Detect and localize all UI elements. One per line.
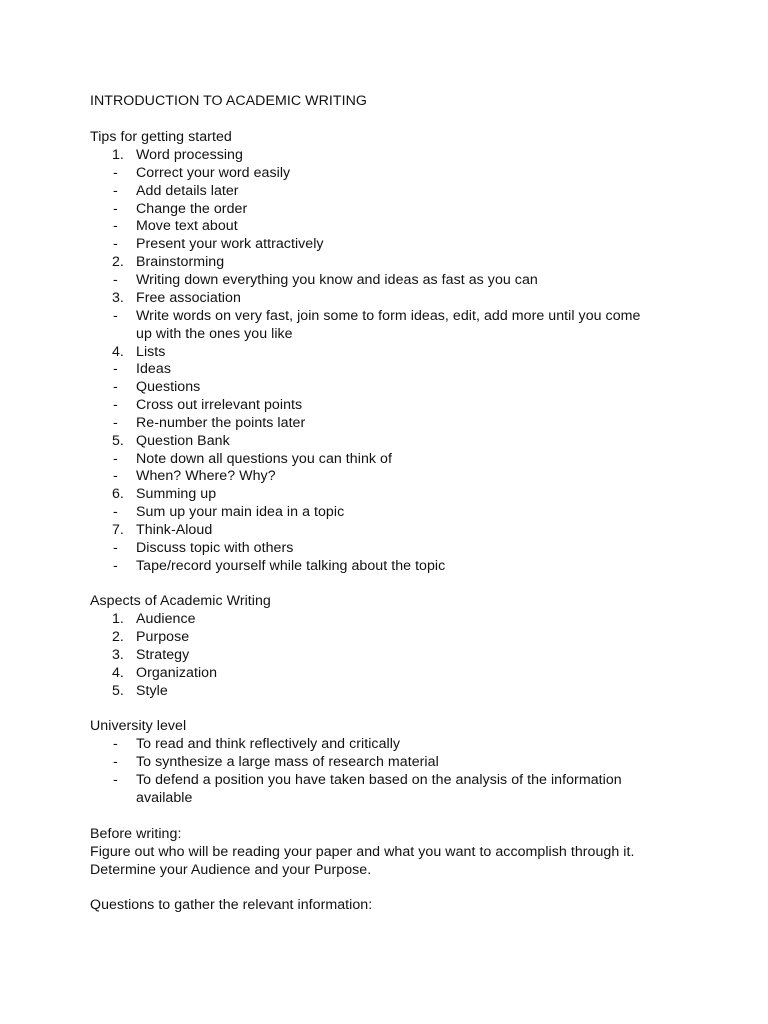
list-marker: -: [113, 218, 118, 234]
list-marker: -: [113, 397, 118, 413]
list-item-text: Correct your word easily: [136, 165, 291, 181]
list-item-text: Strategy: [136, 647, 190, 663]
list-item-text: Note down all questions you can think of: [136, 451, 392, 467]
list-item-text: Brainstorming: [136, 254, 225, 270]
list-item-text: To read and think reflectively and critically: [136, 736, 401, 752]
list-item-text: When? Where? Why?: [136, 468, 276, 484]
list-marker: -: [113, 272, 118, 288]
list-item-text: Change the order: [136, 201, 248, 217]
list-item-text: Tape/record yourself while talking about the topic: [136, 558, 446, 574]
aspects-heading: Aspects of Academic Writing: [90, 593, 271, 609]
list-marker: -: [113, 468, 118, 484]
list-marker: -: [113, 183, 118, 199]
list-marker: -: [113, 754, 118, 770]
list-item-text: Audience: [136, 611, 196, 627]
list-item-text: Present your work attractively: [136, 236, 324, 252]
list-marker: 3.: [112, 290, 124, 306]
list-marker: 5.: [112, 433, 124, 449]
list-marker: 4.: [112, 344, 124, 360]
list-marker: 2.: [112, 254, 124, 270]
list-item-text: Organization: [136, 665, 218, 681]
list-item-text: Free association: [136, 290, 241, 306]
list-marker: -: [113, 540, 118, 556]
list-item-text: up with the ones you like: [136, 326, 293, 342]
list-marker: 5.: [112, 683, 124, 699]
list-marker: -: [113, 379, 118, 395]
list-item-text: available: [136, 790, 193, 806]
list-marker: 2.: [112, 629, 124, 645]
list-item-text: Cross out irrelevant points: [136, 397, 303, 413]
list-item-text: Purpose: [136, 629, 190, 645]
list-marker: 6.: [112, 486, 124, 502]
list-item-text: Question Bank: [136, 433, 230, 449]
list-item-text: Writing down everything you know and ideas as fast as you can: [136, 272, 538, 288]
list-marker: 7.: [112, 522, 124, 538]
list-item-text: Ideas: [136, 361, 171, 377]
list-item-text: Style: [136, 683, 168, 699]
list-marker: -: [113, 201, 118, 217]
list-item-text: Discuss topic with others: [136, 540, 294, 556]
list-item-text: Move text about: [136, 218, 238, 234]
list-item-text: To defend a position you have taken based on the analysis of the information: [136, 772, 622, 788]
before-writing-line-2: Determine your Audience and your Purpose.: [90, 862, 372, 878]
tips-heading: Tips for getting started: [90, 129, 232, 145]
list-marker: -: [113, 415, 118, 431]
list-marker: -: [113, 236, 118, 252]
list-marker: -: [113, 504, 118, 520]
list-marker: -: [113, 772, 118, 788]
list-item-text: Write words on very fast, join some to form ideas, edit, add more until you come: [136, 308, 641, 324]
list-marker: 1.: [112, 147, 124, 163]
list-item-text: Questions: [136, 379, 201, 395]
list-marker: 3.: [112, 647, 124, 663]
list-item-text: Add details later: [136, 183, 239, 199]
list-item-text: Word processing: [136, 147, 243, 163]
list-marker: 1.: [112, 611, 124, 627]
list-item-text: Sum up your main idea in a topic: [136, 504, 345, 520]
list-item-text: Lists: [136, 344, 166, 360]
list-item-text: To synthesize a large mass of research material: [136, 754, 439, 770]
questions-heading: Questions to gather the relevant information:: [90, 897, 373, 913]
before-writing-heading: Before writing:: [90, 826, 182, 842]
list-item-text: Summing up: [136, 486, 217, 502]
document-title: INTRODUCTION TO ACADEMIC WRITING: [90, 93, 367, 109]
list-marker: -: [113, 451, 118, 467]
list-marker: -: [113, 308, 118, 324]
list-marker: -: [113, 736, 118, 752]
list-marker: -: [113, 361, 118, 377]
university-heading: University level: [90, 718, 187, 734]
list-item-text: Think-Aloud: [136, 522, 213, 538]
before-writing-line-1: Figure out who will be reading your paper and what you want to accomplish through it.: [90, 844, 635, 860]
list-marker: -: [113, 165, 118, 181]
list-marker: 4.: [112, 665, 124, 681]
list-marker: -: [113, 558, 118, 574]
list-item-text: Re-number the points later: [136, 415, 306, 431]
